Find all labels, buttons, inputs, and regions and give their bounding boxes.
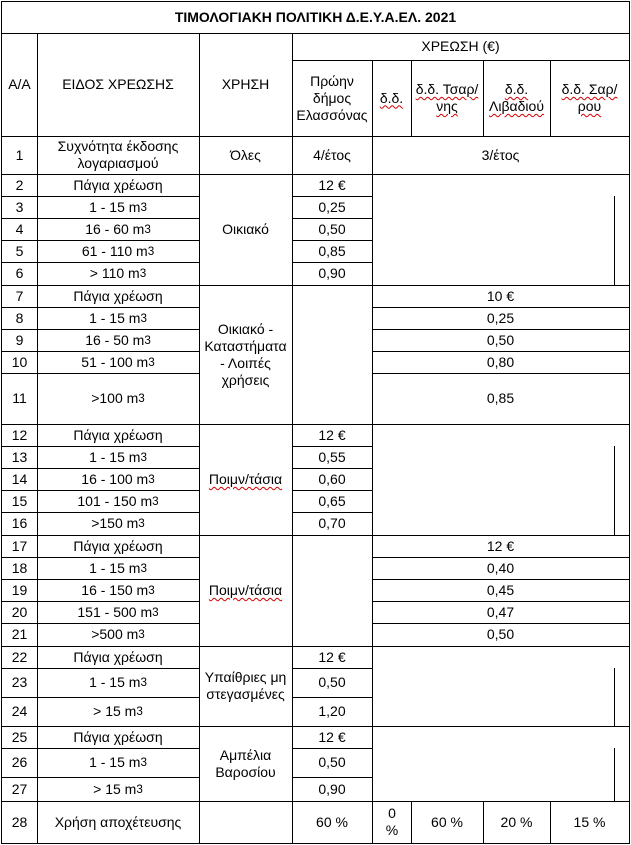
row-type: Πάγια χρέωση: [73, 537, 163, 554]
row-aa: 6: [15, 265, 24, 281]
row-elassona: 0,85: [318, 242, 346, 259]
border-left: [1, 1, 2, 844]
row-type: 16 - 150 m 3: [81, 581, 155, 598]
row-aa: 3: [15, 198, 24, 215]
row-aa: 13: [11, 448, 28, 465]
hline: [1, 373, 199, 374]
row-elassona: 1,20: [318, 703, 346, 719]
border-top: [1, 1, 630, 2]
row-aa: 23: [11, 674, 28, 690]
row-elassona: 0,90: [318, 780, 346, 797]
row28-type: Χρήση αποχέτευσης: [54, 813, 182, 830]
hline: [292, 262, 372, 263]
hline: [1, 777, 199, 778]
vline: [199, 33, 200, 844]
hline: [1, 240, 199, 241]
row-elassona: 0,50: [318, 754, 346, 770]
header-sarantaporo: δ.δ. Σαρ/ρου: [561, 81, 618, 114]
border-bottom: [1, 843, 630, 844]
row-type: Πάγια χρέωση: [73, 176, 163, 193]
row-aa: 10: [11, 353, 28, 370]
hline: [1, 136, 630, 137]
row28-use: [199, 801, 292, 843]
hline: [1, 490, 199, 491]
hline: [372, 623, 630, 624]
hline: [372, 351, 630, 352]
row-others: 0,40: [486, 559, 515, 576]
row-aa: 15: [11, 492, 28, 509]
row-type: 1 - 15 m 3: [89, 754, 147, 770]
hline: [372, 601, 630, 602]
hline: [292, 668, 372, 669]
hline: [1, 307, 199, 308]
group1-use: Οικιακό: [222, 221, 269, 237]
row-type: 101 - 150 m 3: [77, 492, 159, 509]
row28-sarantaporo: 15 %: [573, 813, 606, 830]
group6-use: [199, 726, 292, 801]
group6-use-label: Αμπέλια Βαροσίου: [215, 746, 276, 780]
row-aa: 20: [11, 603, 28, 620]
hline: [292, 218, 372, 219]
vline: [550, 60, 551, 137]
vline: [411, 60, 412, 137]
vline: [37, 33, 38, 844]
row-others: 10 €: [486, 287, 515, 304]
hline: [1, 726, 630, 727]
group2-use: Οικιακό - Καταστήματα - Λοιπές χρήσεις: [204, 320, 287, 388]
row28-livadi: 20 %: [500, 813, 533, 830]
row1-elassona: 4/έτος: [313, 146, 351, 163]
row-aa: 8: [15, 309, 24, 326]
hline: [1, 801, 630, 802]
table-title: ΤΙΜΟΛΟΓΙΑΚΗ ΠΟΛΙΤΙΚΗ Δ.Ε.Υ.Α.ΕΛ. 2021: [174, 9, 457, 25]
hline: [292, 490, 372, 491]
vline: [483, 60, 484, 137]
row-type: >100 m 3: [91, 390, 145, 406]
row-elassona: 0,25: [318, 198, 346, 215]
row-type: 61 - 110 m 3: [81, 242, 155, 259]
hline: [292, 60, 630, 61]
row-type: 16 - 60 m 3: [85, 220, 151, 237]
hline: [292, 240, 372, 241]
hline: [1, 285, 630, 286]
row-aa: 16: [11, 515, 28, 531]
right-mark: [614, 668, 615, 726]
row-type: Πάγια χρέωση: [73, 648, 163, 665]
row28-elassona: 60 %: [316, 813, 348, 830]
row-type: 1 - 15 m 3: [89, 674, 147, 690]
row-aa: 17: [11, 537, 28, 554]
hline: [292, 777, 372, 778]
row-type: Πάγια χρέωση: [73, 728, 163, 745]
row1-type: Συχνότητα έκδοσης λογαριασμού: [57, 138, 179, 171]
row-elassona: 0,70: [318, 515, 346, 531]
vline: [483, 801, 484, 844]
header-charge: ΧΡΕΩΣΗ (€): [421, 38, 500, 54]
hline: [372, 579, 630, 580]
row-aa: 18: [11, 559, 28, 576]
row-aa: 22: [11, 648, 28, 665]
row-aa: 24: [11, 703, 28, 719]
border-right: [629, 1, 630, 844]
row-type: >150 m 3: [91, 515, 145, 531]
hline: [1, 623, 199, 624]
header-aa: Α/Α: [8, 76, 31, 92]
row-elassona: 0,55: [318, 448, 346, 465]
row-others: 0,45: [486, 581, 515, 598]
hline: [292, 512, 372, 513]
row-type: 151 - 500 m 3: [77, 603, 159, 620]
right-mark: [614, 196, 615, 285]
row1-others: 3/έτος: [481, 146, 520, 163]
row-aa: 26: [11, 754, 28, 770]
row-others: 0,25: [486, 309, 515, 326]
row-type: > 110 m 3: [89, 265, 147, 281]
header-elassona: Πρώην δήμος Ελασσόνας: [296, 72, 368, 123]
row28-tsaritsani: 60 %: [431, 813, 463, 830]
hline: [372, 557, 630, 558]
hline: [1, 512, 199, 513]
row-others: 12 €: [486, 537, 515, 554]
right-mark: [614, 446, 615, 535]
vline: [550, 801, 551, 844]
hline: [372, 307, 630, 308]
hline: [1, 446, 199, 447]
vline: [372, 60, 373, 844]
row-aa: 4: [15, 220, 24, 237]
hline: [1, 557, 199, 558]
row-type: 1 - 15 m 3: [89, 559, 147, 576]
row-aa: 2: [15, 176, 24, 193]
row-type: 1 - 15 m 3: [89, 448, 147, 465]
hline: [1, 174, 630, 175]
hline: [1, 262, 199, 263]
vline: [292, 33, 293, 844]
hline: [1, 697, 199, 698]
row-elassona: 0,65: [318, 492, 346, 509]
hline: [1, 33, 630, 34]
row-others: 0,47: [486, 603, 515, 620]
row28-aa: 28: [11, 813, 28, 830]
hline: [1, 535, 630, 536]
hline: [1, 329, 199, 330]
row-elassona: 0,60: [318, 470, 346, 487]
row-aa: 9: [15, 331, 24, 348]
row-elassona: 0,50: [318, 220, 346, 237]
hline: [372, 329, 630, 330]
row-elassona: 12 €: [318, 176, 346, 193]
row-aa: 19: [11, 581, 28, 598]
hline: [1, 748, 199, 749]
row-elassona: 0,90: [318, 265, 346, 281]
hline: [1, 196, 199, 197]
row1-aa: 1: [15, 146, 24, 163]
row-aa: 7: [15, 287, 24, 304]
header-charge-type: ΕΙΔΟΣ ΧΡΕΩΣΗΣ: [62, 76, 174, 92]
row-aa: 11: [12, 390, 27, 406]
row-others: 0,80: [486, 353, 515, 370]
row1-use: Όλες: [230, 146, 261, 163]
row-others: 0,50: [486, 626, 515, 642]
hline: [1, 668, 199, 669]
row-elassona: 12 €: [318, 648, 346, 665]
hline: [292, 446, 372, 447]
group3-use: Ποιμν/τάσια: [208, 471, 283, 487]
hline: [292, 697, 372, 698]
row-type: 1 - 15 m 3: [89, 309, 147, 326]
row-aa: 25: [11, 728, 28, 745]
hline: [1, 646, 630, 647]
row-others: 0,85: [486, 390, 515, 406]
hline: [292, 748, 372, 749]
hline: [1, 579, 199, 580]
hline: [1, 424, 630, 425]
row-aa: 5: [15, 242, 24, 259]
group4-use: Ποιμν/τάσια: [208, 582, 283, 598]
row-type: > 15 m 3: [93, 703, 143, 719]
row-type: >500 m 3: [91, 626, 145, 642]
row-aa: 21: [11, 626, 28, 642]
header-dd: δ.δ.: [379, 89, 404, 106]
row-type: 1 - 15 m 3: [89, 198, 147, 215]
row-type: 16 - 50 m 3: [85, 331, 151, 348]
hline: [1, 351, 199, 352]
hline: [1, 601, 199, 602]
hline: [1, 468, 199, 469]
row-type: 16 - 100 m 3: [81, 470, 155, 487]
row-type: > 15 m 3: [93, 780, 143, 797]
group5-use: Υπαίθριες μη στεγασμένες: [204, 669, 287, 702]
hline: [1, 218, 199, 219]
right-mark: [614, 748, 615, 801]
header-use: ΧΡΗΣΗ: [221, 76, 270, 92]
row-type: 51 - 100 m 3: [81, 353, 155, 370]
row-others: 0,50: [486, 331, 515, 348]
vline: [411, 801, 412, 844]
hline: [372, 373, 630, 374]
row-type: Πάγια χρέωση: [73, 426, 163, 443]
row-type: Πάγια χρέωση: [73, 287, 163, 304]
row-aa: 27: [11, 780, 28, 797]
row-elassona: 12 €: [318, 728, 346, 745]
hline: [292, 196, 372, 197]
hline: [292, 468, 372, 469]
row-aa: 12: [11, 426, 28, 443]
row-elassona: 0,50: [318, 674, 346, 690]
row28-dd: 0 %: [385, 805, 399, 838]
header-livadi: δ.δ. Λιβαδιού: [489, 81, 544, 114]
row-elassona: 12 €: [318, 426, 346, 443]
header-tsaritsani: δ.δ. Τσαρ/νης: [415, 81, 479, 114]
row-aa: 14: [11, 470, 28, 487]
